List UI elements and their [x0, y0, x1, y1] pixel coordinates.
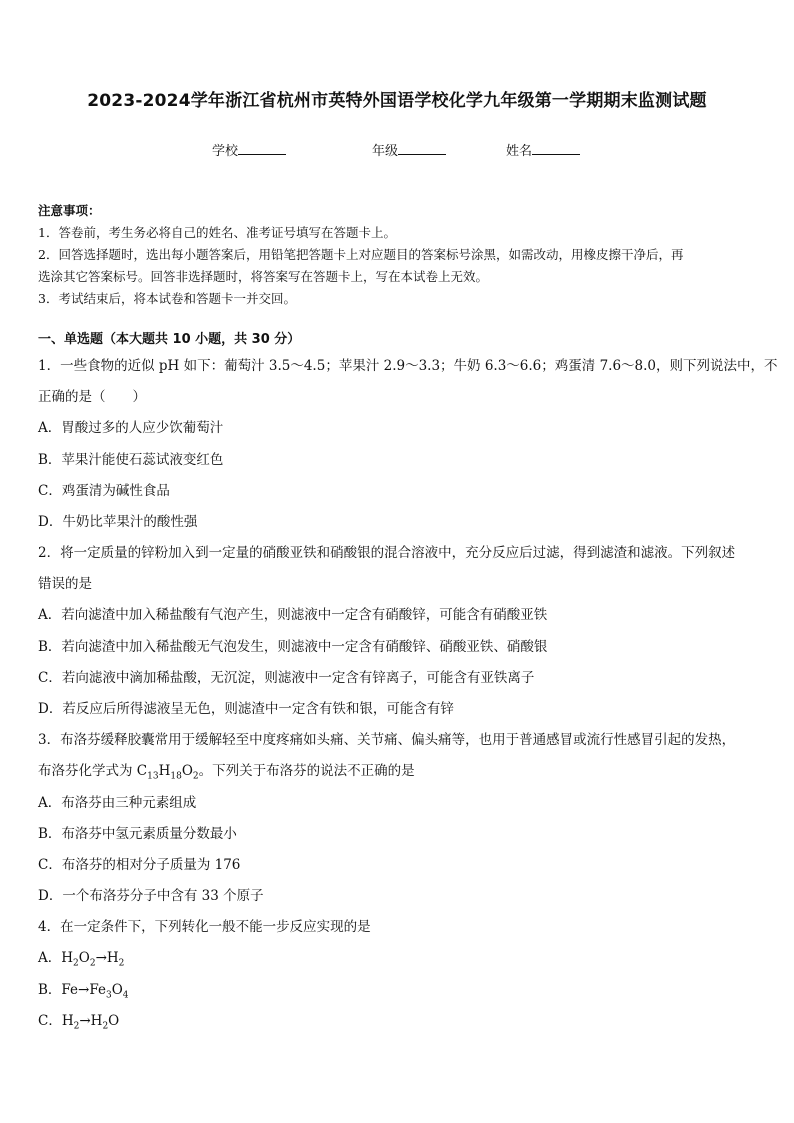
notice-item-1: 1．答卷前，考生务必将自己的姓名、准考证号填写在答题卡上。 [38, 225, 396, 240]
notice-item-2b: 选涂其它答案标号。回答非选择题时，将答案写在答题卡上，写在本试卷上无效。 [38, 269, 489, 284]
q2-stem-a: 2．将一定质量的锌粉加入到一定量的硝酸亚铁和硝酸银的混合溶液中，充分反应后过滤，得到滤渣和滤液。下列叙述 [38, 545, 736, 561]
notice-item-3: 3．考试结束后，将本试卷和答题卡一并交回。 [38, 291, 296, 306]
notice-item-2a: 2．回答选择题时，选出每小题答案后，用铅笔把答题卡上对应题目的答案标号涂黑，如需改动，用橡皮擦干净后，再 [38, 247, 684, 262]
q4-stem: 4．在一定条件下，下列转化一般不能一步反应实现的是 [38, 919, 371, 935]
q3-stem-a: 3．布洛芬缓释胶囊常用于缓解轻至中度疼痛如头痛、关节痛、偏头痛等，也用于普通感冒或流行性感冒引起的发热， [38, 732, 736, 748]
q1-option-c: C．鸡蛋清为碱性食品 [38, 483, 170, 499]
notice-block [38, 200, 758, 310]
name-field [506, 140, 580, 159]
name-blank [532, 142, 580, 155]
q2-option-b: B．若向滤渣中加入稀盐酸无气泡发生，则滤液中一定含有硝酸锌、硝酸亚铁、硝酸银 [38, 639, 548, 655]
page-title: 2023-2024学年浙江省杭州市英特外国语学校化学九年级第一学期期末监测试题 [87, 91, 707, 111]
school-label: 学校 [212, 144, 239, 159]
q4-option-c: C．$H_2\to H_2O$ [38, 1013, 120, 1032]
grade-label: 年级 [372, 144, 399, 159]
q4-option-a: A．$H_2O_2\to H_2$ [38, 950, 125, 969]
q1-stem-b: 正确的是（ ） [38, 389, 146, 405]
notice-heading: 注意事项： [38, 203, 101, 218]
q3-stem-b: 布洛芬化学式为 $C_{13}H_{18}O_2$。下列关于布洛芬的说法不正确的是 [38, 763, 415, 782]
q4-option-b: B．$Fe\to Fe_3O_4$ [38, 982, 129, 1001]
q2-option-a: A．若向滤渣中加入稀盐酸有气泡产生，则滤液中一定含有硝酸锌，可能含有硝酸亚铁 [38, 607, 548, 623]
section-heading: 一、单选题（本大题共 10 小题，共 30 分） [38, 332, 301, 347]
school-field [212, 140, 286, 159]
q1-option-a: A．胃酸过多的人应少饮葡萄汁 [38, 420, 224, 436]
q3-option-d: D．一个布洛芬分子中含有 33 个原子 [38, 888, 264, 904]
school-blank [238, 142, 286, 155]
q2-option-d: D．若反应后所得滤液呈无色，则滤渣中一定含有铁和银，可能含有锌 [38, 701, 454, 717]
q3-option-b: B．布洛芬中氢元素质量分数最小 [38, 826, 237, 842]
q1-stem-a: 1．一些食物的近似 pH 如下：葡萄汁 3.5～4.5；苹果汁 2.9～3.3；牛奶 6.3～6.6；鸡蛋清 7.6～8.0，则下列说法中，不 [38, 358, 778, 374]
q2-option-c: C．若向滤液中滴加稀盐酸，无沉淀，则滤液中一定含有锌离子，可能含有亚铁离子 [38, 670, 535, 686]
name-label: 姓名 [506, 144, 533, 159]
grade-field [372, 140, 446, 159]
q2-stem-b: 错误的是 [38, 576, 92, 592]
q3-option-a: A．布洛芬由三种元素组成 [38, 795, 197, 811]
q1-option-b: B．苹果汁能使石蕊试液变红色 [38, 452, 224, 468]
q1-option-d: D．牛奶比苹果汁的酸性强 [38, 514, 198, 530]
q3-option-c: C．布洛芬的相对分子质量为 176 [38, 857, 241, 873]
grade-blank [398, 142, 446, 155]
